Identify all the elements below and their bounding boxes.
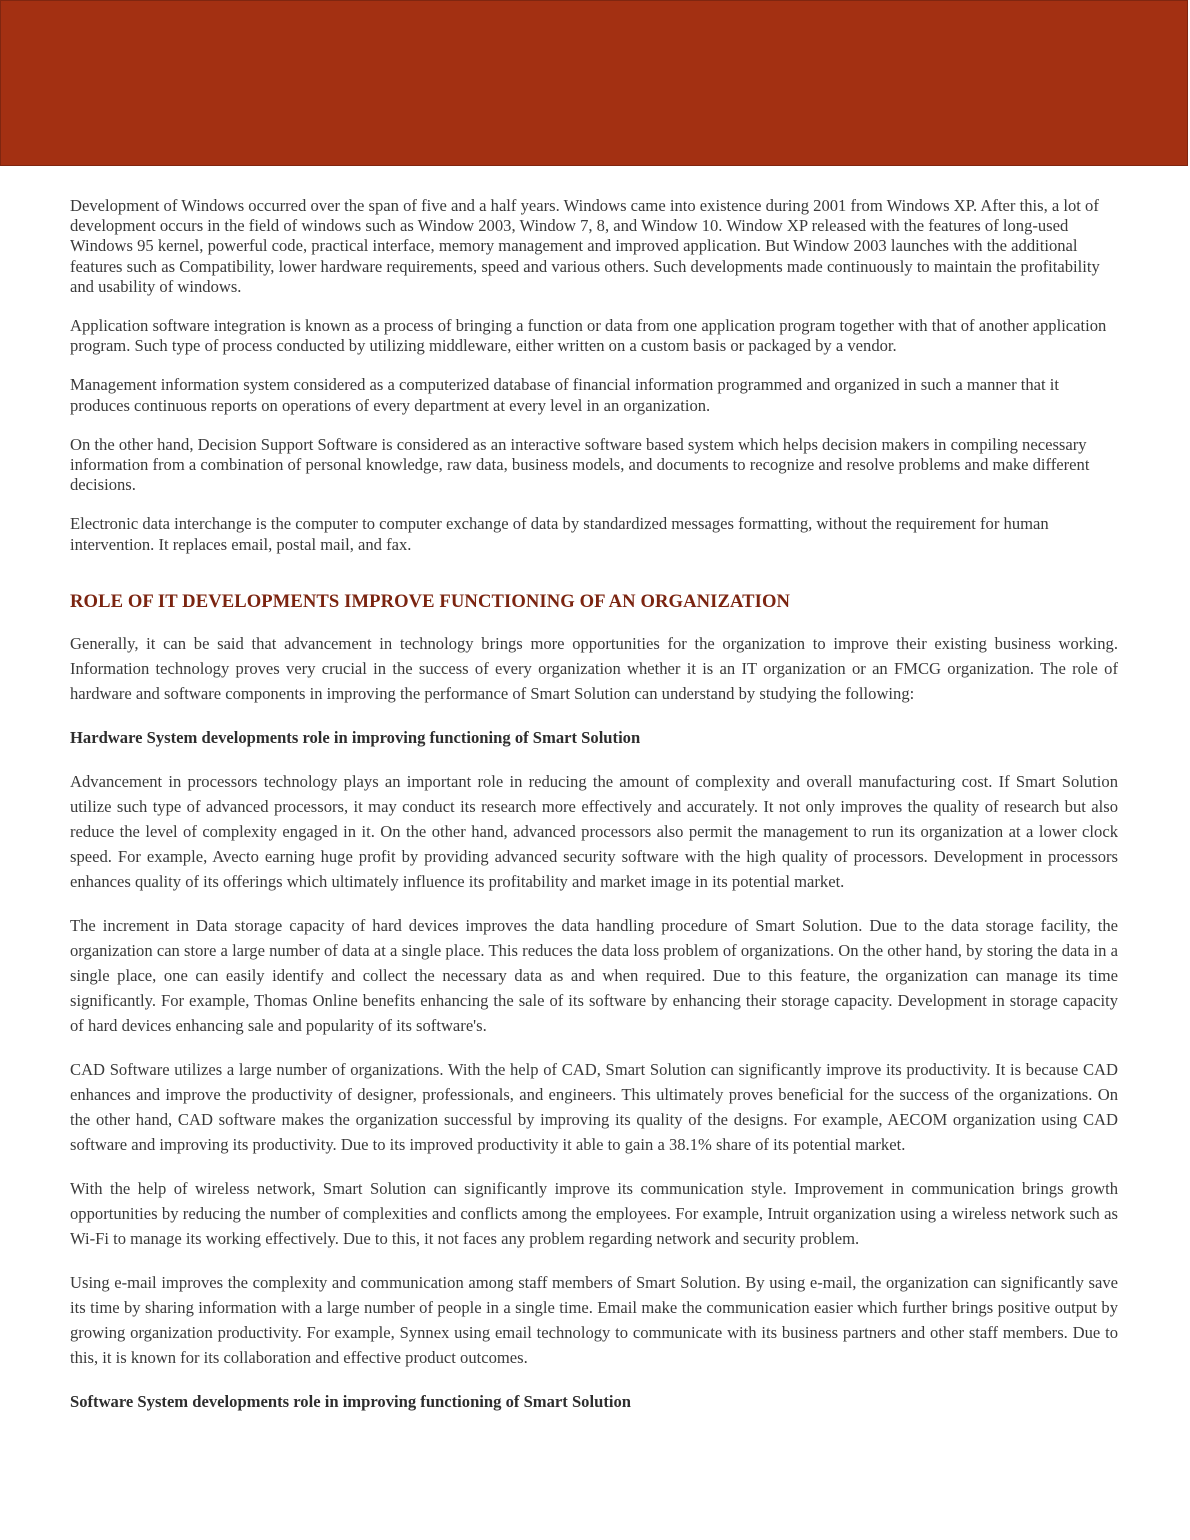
section-intro-paragraph: Generally, it can be said that advancement in technology brings more opportunities for the organization to improve their existing business working. Information technology proves very crucial in the success of every organization whether it is an IT organization or an FMCG organization. The role of hardware and software components in improving the performance of Smart Solution can understand by studying the following:: [70, 633, 1118, 703]
document-body: [70, 196, 1118, 1433]
paragraph-decision-support-software: On the other hand, Decision Support Software is considered as an interactive software based system which helps decision makers in compiling necessary information from a combination of personal knowledge, raw data, business models, and documents to recognize and resolve problems and make different decisions.: [70, 434, 1090, 495]
paragraph-email: Using e-mail improves the complexity and communication among staff members of Smart Solution. By using e-mail, the organization can significantly save its time by sharing information with a large number of people in a single time. Email make the communication easier which further brings positive output by growing organization productivity. For example, Synnex using email technology to communicate with its business partners and other staff members. Due to this, it is known for its collaboration and effective product outcomes.: [70, 1272, 1118, 1367]
paragraph-management-information-system: Management information system considered as a computerized database of financial information programmed and organized in such a manner that it produces continuous reports on operations of every department at every level in an organization.: [70, 375, 1059, 415]
paragraph-electronic-data-interchange: Electronic data interchange is the computer to computer exchange of data by standardized messages formatting, without the requirement for human intervention. It replaces email, postal mail, and fax.: [70, 514, 1049, 554]
section-title: ROLE OF IT DEVELOPMENTS IMPROVE FUNCTIONING OF AN ORGANIZATION: [70, 590, 791, 612]
paragraph-windows-development: Development of Windows occurred over the span of five and a half years. Windows came into existence during 2001 from Windows XP. After this, a lot of development occurs in the field of windows such as Window 2003, Window 7, 8, and Window 10. Window XP released with the features of long-used Windows 95 kernel, powerful code, practical interface, memory management and improved application. But Window 2003 launches with the additional features such as Compatibility, lower hardware requirements, speed and various others. Such developments made continuously to maintain the profitability and usability of windows.: [70, 196, 1100, 296]
header-banner: [0, 0, 1188, 166]
paragraph-cad-software: CAD Software utilizes a large number of organizations. With the help of CAD, Smart Solution can significantly improve its productivity. It is because CAD enhances and improve the productivity of designer, professionals, and engineers. This ultimately proves beneficial for the success of the organizations. On the other hand, CAD software makes the organization successful by improving its quality of the designs. For example, AECOM organization using CAD software and improving its productivity. Due to its improved productivity it able to gain a 38.1% share of its potential market.: [70, 1059, 1118, 1154]
paragraph-wireless-network: With the help of wireless network, Smart Solution can significantly improve its communication style. Improvement in communication brings growth opportunities by reducing the number of complexities and conflicts among the employees. For example, Intruit organization using a wireless network such as Wi-Fi to manage its working effectively. Due to this, it not faces any problem regarding network and security problem.: [70, 1178, 1118, 1248]
hardware-heading: Hardware System developments role in improving functioning of Smart Solution: [70, 727, 641, 747]
paragraph-data-storage: The increment in Data storage capacity of hard devices improves the data handling procedure of Smart Solution. Due to the data storage facility, the organization can store a large number of data at a single place. This reduces the data loss problem of organizations. On the other hand, by storing the data in a single place, one can easily identify and collect the necessary data as and when required. Due to this feature, the organization can manage its time significantly. For example, Thomas Online benefits enhancing the sale of its software by enhancing their storage capacity. Development in storage capacity of hard devices enhancing sale and popularity of its software's.: [70, 915, 1118, 1035]
paragraph-processors: Advancement in processors technology plays an important role in reducing the amount of complexity and overall manufacturing cost. If Smart Solution utilize such type of advanced processors, it may conduct its research more effectively and accurately. It not only improves the quality of research but also reduce the level of complexity engaged in it. On the other hand, advanced processors also permit the management to run its organization at a lower clock speed. For example, Avecto earning huge profit by providing advanced security software with the high quality of processors. Development in processors enhances quality of its offerings which ultimately influence its profitability and market image in its potential market.: [70, 771, 1118, 891]
paragraph-application-integration: Application software integration is known as a process of bringing a function or data from one application program together with that of another application program. Such type of process conducted by utilizing middleware, either written on a custom basis or packaged by a vendor.: [70, 316, 1107, 356]
software-heading: Software System developments role in improving functioning of Smart Solution: [70, 1391, 631, 1411]
